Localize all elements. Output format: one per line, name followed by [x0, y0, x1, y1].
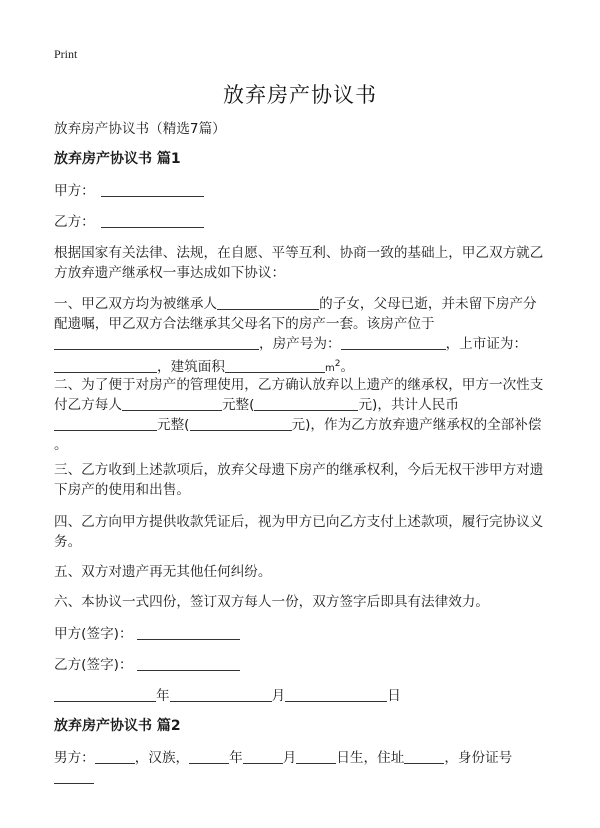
intro-paragraph: [54, 243, 554, 283]
clause-text: ，建筑面积: [157, 359, 225, 375]
unit-superscript: 2: [334, 359, 341, 369]
year-label: 年: [156, 688, 170, 704]
clause-line: [54, 334, 554, 354]
day-label: 日: [387, 688, 401, 704]
birth-year-blank[interactable]: [189, 749, 229, 764]
per-person-amount-blank[interactable]: [122, 396, 222, 411]
clause-1: [54, 294, 554, 379]
intro-line: 根据国家有关法律、法规，在自愿、平等互利、协商一致的基础上，甲乙双方就乙: [54, 245, 544, 261]
clause-line: 下房产的使用和出售。: [54, 482, 190, 498]
area-blank[interactable]: [225, 358, 325, 373]
clause-line: [54, 294, 554, 314]
clause-line: 二、为了便于对房产的管理使用，乙方确认放弃以上遗产的继承权，甲方一次性支: [54, 377, 544, 393]
clause-line: 。: [54, 437, 68, 453]
clause-text: 的子女，父母已逝，并未留下房产分: [319, 296, 537, 312]
unit-text: m: [324, 363, 335, 374]
clause-line: 配遗嘱，甲乙双方合法继承其父母名下的房产一套。该房产位于: [54, 316, 435, 332]
clause-line: 四、乙方向甲方提供收款凭证后，视为甲方已向乙方支付上述款项，履行完协议义: [54, 514, 544, 530]
section1-heading: 放弃房产协议书 篇1: [54, 151, 181, 167]
signature-b-label: 乙方(签字)：: [54, 657, 133, 673]
clause-text: 元)，共计人民币: [358, 397, 459, 413]
print-label: Print: [54, 47, 78, 61]
birth-month-blank[interactable]: [243, 749, 283, 764]
property-location-blank[interactable]: [54, 335, 259, 350]
signature-a-line: [54, 624, 554, 644]
born-address-text: 日生，住址: [336, 750, 405, 766]
clause-text: 付乙方每人: [54, 397, 122, 413]
party-a-line: [54, 181, 554, 201]
total-amount-blank[interactable]: [54, 416, 157, 431]
signature-b-blank[interactable]: [137, 656, 240, 671]
day-blank[interactable]: [285, 687, 387, 702]
birth-day-blank[interactable]: [296, 749, 336, 764]
month-label: 月: [271, 688, 286, 704]
clause-text: ，房产号为：: [259, 336, 341, 352]
date-line: [54, 686, 554, 706]
property-number-blank[interactable]: [341, 335, 446, 350]
intro-line: 方放弃遗产继承权一事达成如下协议：: [54, 265, 286, 281]
male-name-blank[interactable]: [95, 749, 135, 764]
id-number-line: [54, 768, 554, 788]
party-a-label: 甲方：: [54, 183, 95, 199]
party-b-label: 乙方：: [54, 214, 95, 230]
signature-a-blank[interactable]: [137, 625, 240, 640]
id-label: ，身份证号: [444, 750, 513, 766]
year-label: 年: [229, 750, 243, 766]
heir-name-blank[interactable]: [217, 295, 319, 310]
clause-line: 务。: [54, 534, 82, 550]
clause-text: 一、甲乙双方均为被继承人: [54, 296, 218, 312]
document-subtitle: 放弃房产协议书（精选7篇）: [54, 121, 226, 137]
party-b-blank[interactable]: [101, 213, 204, 228]
signature-a-label: 甲方(签字)：: [54, 626, 133, 642]
certificate-blank[interactable]: [54, 358, 157, 373]
month-blank[interactable]: [170, 687, 272, 702]
clause-4: [54, 512, 554, 552]
clause-6: 六、本协议一式四份，签订双方每人一份，双方签字后即具有法律效力。: [54, 594, 489, 610]
male-label: 男方：: [54, 750, 95, 766]
year-blank[interactable]: [54, 687, 156, 702]
clause-text: 元整(: [157, 417, 190, 433]
party-b-line: [54, 212, 554, 232]
clause-line: [54, 415, 554, 435]
party-a-blank[interactable]: [101, 182, 204, 197]
id-number-blank[interactable]: [54, 769, 94, 784]
clause-text: 元)，作为乙方放弃遗产继承权的全部补偿: [291, 417, 542, 433]
male-party-line: [54, 748, 554, 788]
clause-line: 三、乙方收到上述款项后，放弃父母遗下房产的继承权利，今后无权干涉甲方对遗: [54, 462, 544, 478]
clause-text: 元整(: [221, 397, 255, 413]
document-title: 放弃房产协议书: [223, 83, 377, 107]
clause-text: 。: [340, 359, 355, 375]
ethnicity-text: ，汉族，: [134, 750, 190, 766]
section2-heading: 放弃房产协议书 篇2: [54, 718, 181, 734]
month-label: 月: [282, 750, 297, 766]
address-blank[interactable]: [404, 749, 444, 764]
clause-line: [54, 395, 554, 415]
clause-text: ，上市证为：: [445, 336, 528, 352]
signature-b-line: [54, 655, 554, 675]
clause-5: 五、双方对遗产再无其他任何纠纷。: [54, 564, 272, 580]
clause-2: [54, 375, 554, 455]
per-person-amount-words-blank[interactable]: [254, 396, 358, 411]
clause-3: [54, 460, 554, 500]
total-amount-words-blank[interactable]: [190, 416, 292, 431]
